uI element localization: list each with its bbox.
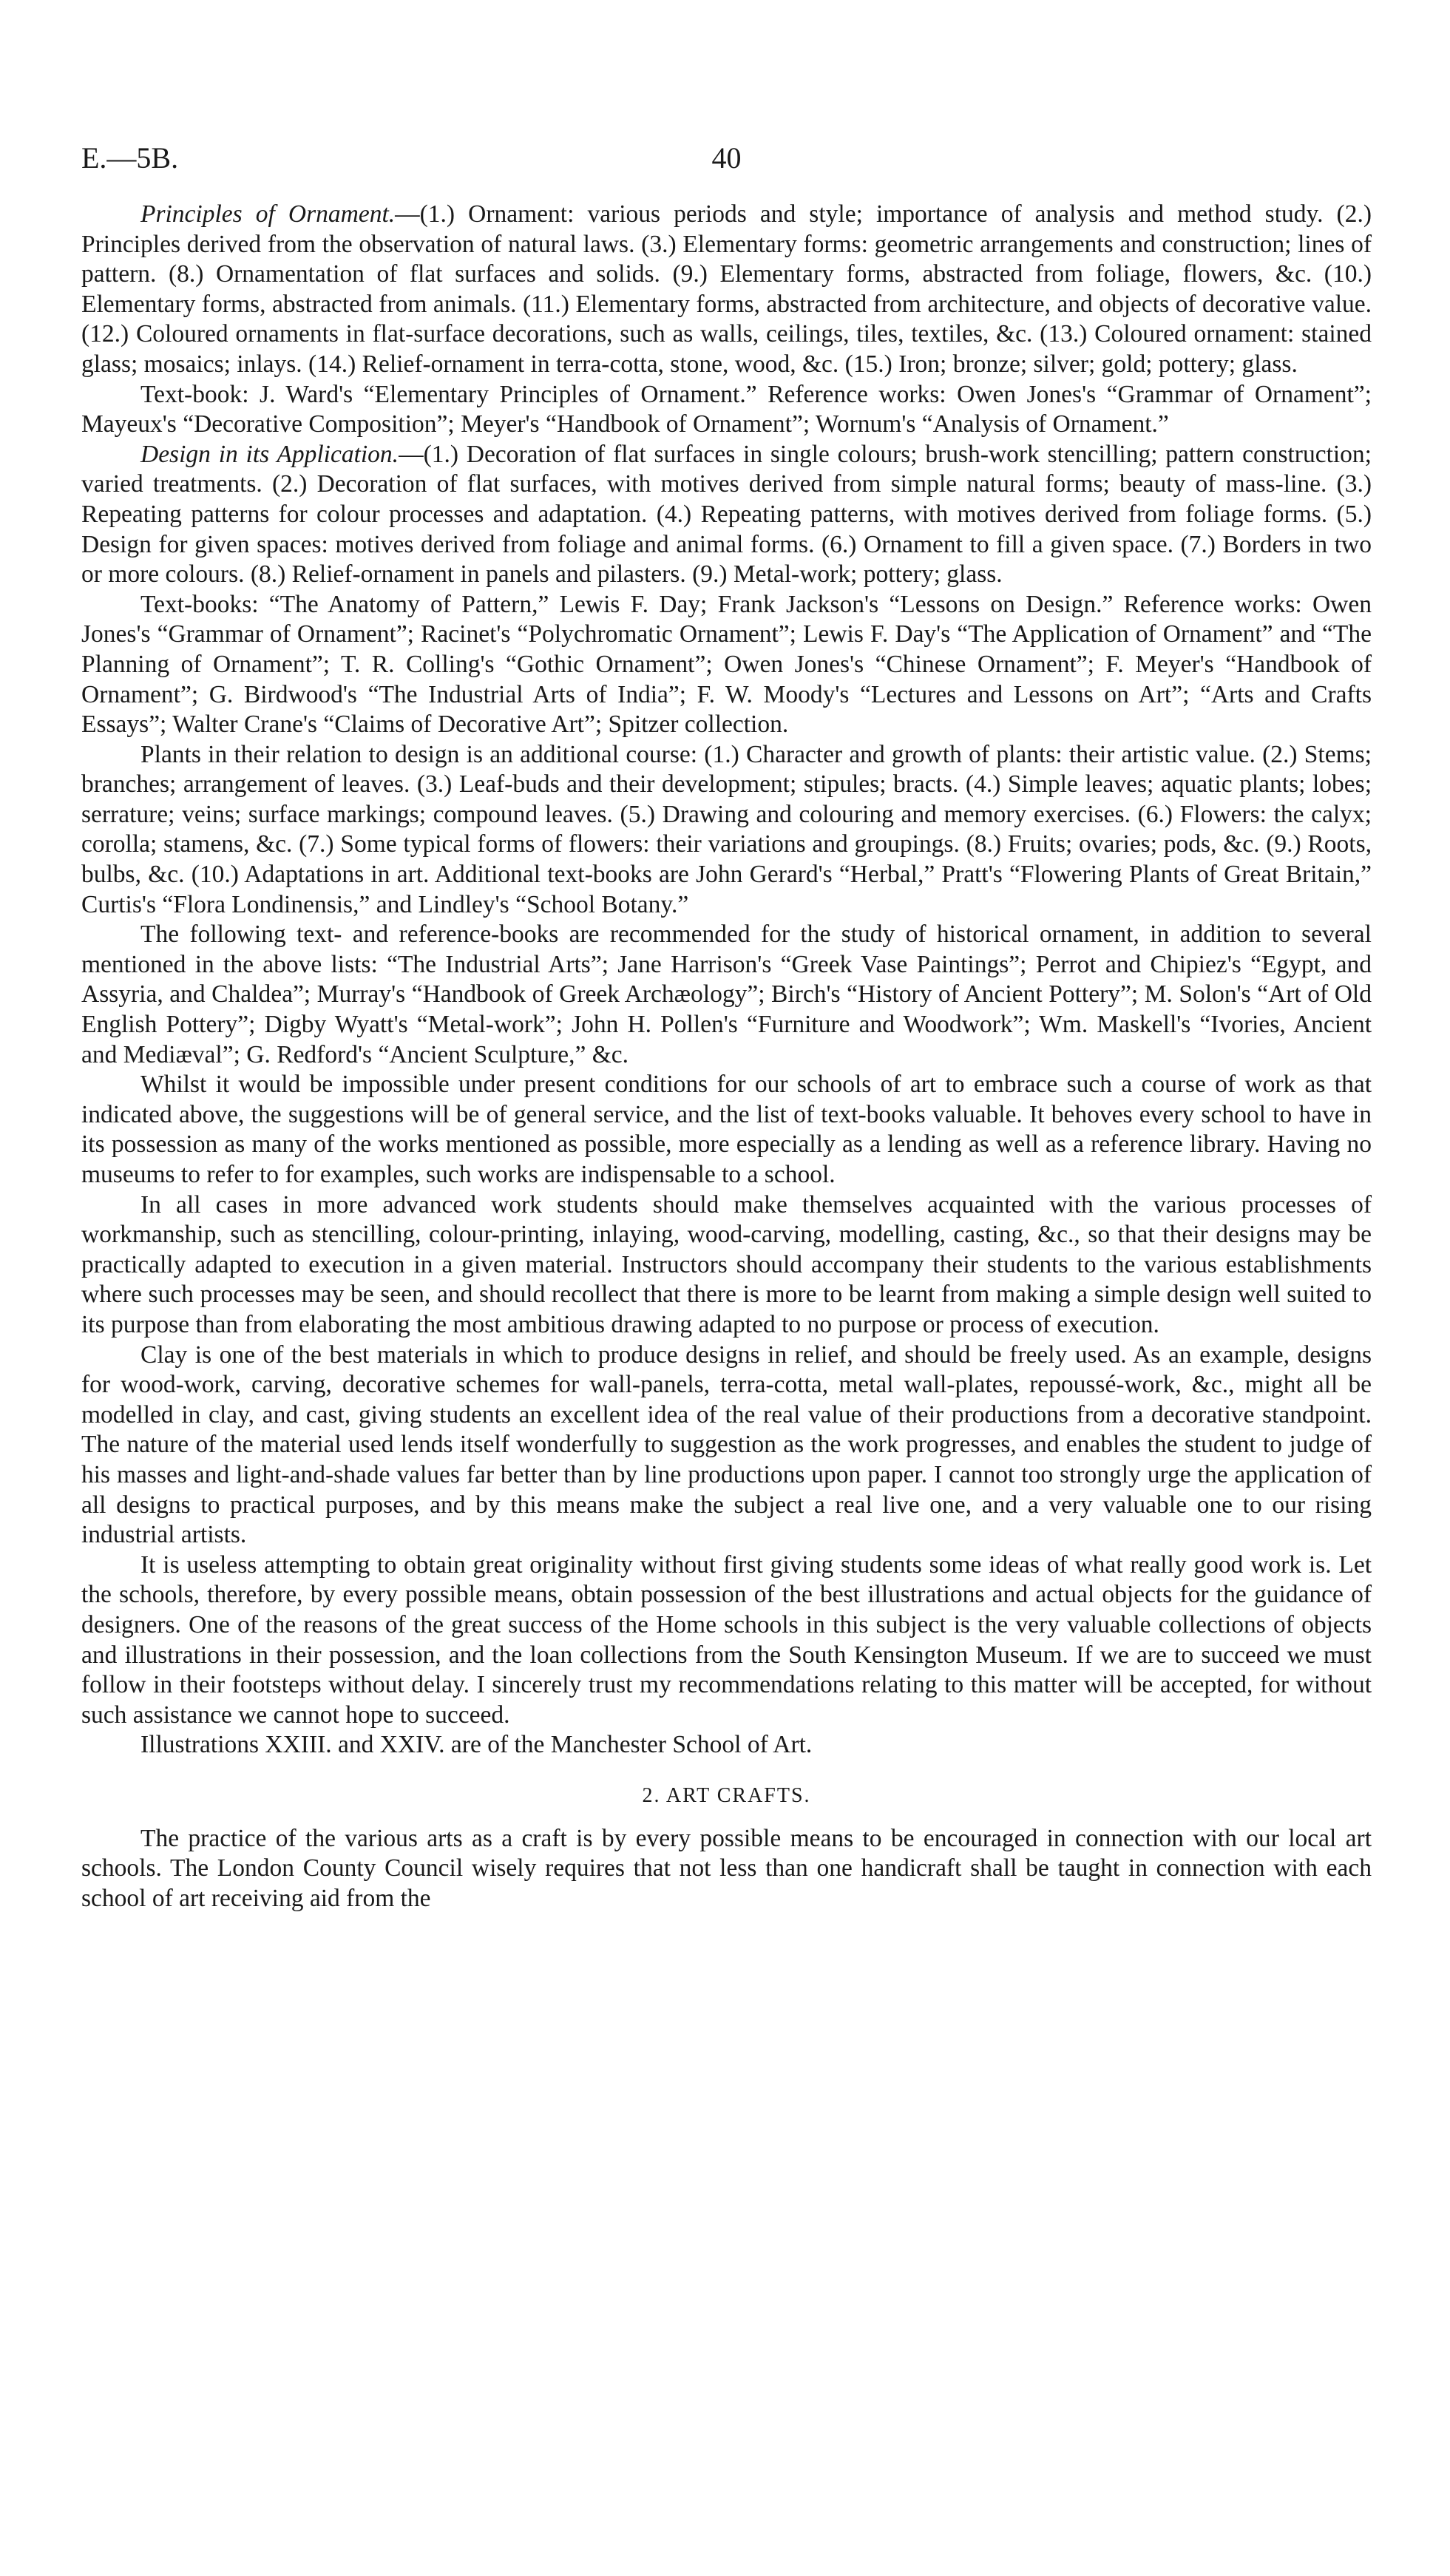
paragraph-design-text-books: Text-books: “The Anatomy of Pattern,” Lewis F. Day; Frank Jackson's “Lessons on Design.” Reference works: Owen Jones's “Grammar of Ornament”; Racinet's “Polychromatic Ornament”; Lewis F. Day's “The Application of Ornament” and “The Planning of Ornament”; T. R. Colling's “Gothic Ornament”; Owen Jones's “Chinese Ornament”; F. Meyer's “Handbook of Ornament”; G. Birdwood's “The Industrial Arts of India”; F. W. Moody's “Lectures and Lessons on Art”; “Arts and Crafts Essays”; Walter Crane's “Claims of Decorative Art”; Spitzer collection. <box>81 590 1372 739</box>
paragraph-originality: It is useless attempting to obtain great originality without first giving students some ideas of what really good work is. Let the schools, therefore, by every possible means, obtain possession of the best illustrations and actual objects for the guidance of designers. One of the reasons of the great success of the Home schools in this subject is the very valuable collections of objects and illustrations in their possession, and the loan collections from the South Kensington Museum. If we are to succeed we must follow in their footsteps without delay. I sincerely trust my recommendations relating to this matter will be accepted, for without such assistance we cannot hope to succeed. <box>81 1550 1372 1729</box>
paragraph-lead-in: Design in its Application. <box>140 440 399 468</box>
paragraph-ornament-text-book: Text-book: J. Ward's “Elementary Principles of Ornament.” Reference works: Owen Jones's “Grammar of Ornament”; Mayeux's “Decorative Composition”; Meyer's “Handbook of Ornament”; Wornum's “Analysis of Ornament.” <box>81 380 1372 438</box>
section-heading-art-crafts: 2. ART CRAFTS. <box>642 1783 811 1807</box>
document-body <box>81 200 1372 1914</box>
paragraph-processes-of-workmanship: In all cases in more advanced work students should make themselves acquainted with the various processes of workmanship, such as stencilling, colour-printing, inlaying, wood-carving, modelling, casting, &c., so that their designs may be practically adapted to execution in a given material. Instructors should accompany their students to the various establishments where such processes may be seen, and should recollect that there is more to be learnt from making a simple design well suited to its purpose than from elaborating the most ambitious drawing adapted to no purpose or process of execution. <box>81 1190 1372 1338</box>
paragraph-illustrations: Illustrations XXIII. and XXIV. are of the Manchester School of Art. <box>140 1731 813 1759</box>
paragraph-principles-of-ornament <box>81 200 1372 380</box>
paragraph-plants-in-design: Plants in their relation to design is an additional course: (1.) Character and growth of plants: their artistic value. (2.) Stems; branches; arrangement of leaves. (3.) Leaf-buds and their development; stipules; bracts. (4.) Simple leaves; aquatic plants; lobes; serrature; veins; surface markings; compound leaves. (5.) Drawing and colouring and memory exercises. (6.) Flowers: the calyx; corolla; stamens, &c. (7.) Some typical forms of flowers: their variations and groupings. (8.) Fruits; ovaries; pods, &c. (9.) Roots, bulbs, &c. (10.) Adaptations in art. Additional text-books are John Gerard's “Herbal,” Pratt's “Flowering Plants of Great Britain,” Curtis's “Flora Londinensis,” and Lindley's “School Botany.” <box>81 740 1372 918</box>
paragraph-art-crafts: The practice of the various arts as a craft is by every possible means to be encouraged in connection with our local art schools. The London County Council wisely requires that not less than one handicraft shall be taught in connection with each school of art receiving aid from the <box>81 1824 1372 1913</box>
document-page <box>81 140 1372 1914</box>
page-header <box>81 140 1372 200</box>
paragraph-text: —(1.) Ornament: various periods and style; importance of analysis and method study. (2.) Principles derived from the observation of natural laws. (3.) Elementary forms: geometric arrangements and construction; lines of pattern. (8.) Ornamentation of flat surfaces and solids. (9.) Elementary forms, abstracted from foliage, flowers, &c. (10.) Elementary forms, abstracted from animals. (11.) Elementary forms, abstracted from architecture, and objects of decorative value. (12.) Coloured ornaments in flat-surface decorations, such as walls, ceilings, tiles, textiles, &c. (13.) Coloured ornament: stained glass; mosaics; inlays. (14.) Relief-ornament in terra-cotta, stone, wood, &c. (15.) Iron; bronze; silver; gold; pottery; glass. <box>81 200 1372 378</box>
document-reference: E.—5B. <box>81 141 179 174</box>
paragraph-course-of-work: Whilst it would be impossible under present conditions for our schools of art to embrace such a course of work as that indicated above, the suggestions will be of general service, and the list of text-books valuable. It behoves every school to have in its possession as many of the works mentioned as possible, more especially as a lending as well as a reference library. Having no museums to refer to for examples, such works are indispensable to a school. <box>81 1071 1372 1188</box>
paragraph-design-in-its-application <box>81 440 1372 590</box>
page-number: 40 <box>711 141 742 174</box>
paragraph-text: —(1.) Decoration of flat surfaces in single colours; brush-work stencilling; pattern construction; varied treatments. (2.) Decoration of flat surfaces, with motives derived from simple natural forms; beauty of mass-line. (3.) Repeating patterns for colour processes and adaptation. (4.) Repeating patterns, with motives derived from foliage forms. (5.) Design for given spaces: motives derived from foliage and animal forms. (6.) Ornament to fill a given space. (7.) Borders in two or more colours. (8.) Relief-ornament in panels and pilasters. (9.) Metal-work; pottery; glass. <box>81 440 1372 589</box>
paragraph-lead-in: Principles of Ornament. <box>140 200 396 228</box>
paragraph-clay-modelling: Clay is one of the best materials in which to produce designs in relief, and should be freely used. As an example, designs for wood-work, carving, decorative schemes for wall-panels, terra-cotta, metal wall-plates, repoussé-work, &c., might all be modelled in clay, and cast, giving students an excellent idea of the real value of their productions from a decorative standpoint. The nature of the material used lends itself wonderfully to suggestion as the work progresses, and enables the student to judge of his masses and light-and-shade values far better than by line productions upon paper. I cannot too strongly urge the application of all designs to practical purposes, and by this means make the subject a real live one, and a very valuable one to our rising industrial artists. <box>81 1340 1372 1549</box>
paragraph-historical-ornament-books: The following text- and reference-books are recommended for the study of historical ornament, in addition to several mentioned in the above lists: “The Industrial Arts”; Jane Harrison's “Greek Vase Paintings”; Perrot and Chipiez's “Egypt, and Assyria, and Chaldea”; Murray's “Handbook of Greek Archæology”; Birch's “History of Ancient Pottery”; M. Solon's “Art of Old English Pottery”; Digby Wyatt's “Metal-work”; John H. Pollen's “Furniture and Woodwork”; Wm. Maskell's “Ivories, Ancient and Mediæval”; G. Redford's “Ancient Sculpture,” &c. <box>81 921 1372 1068</box>
